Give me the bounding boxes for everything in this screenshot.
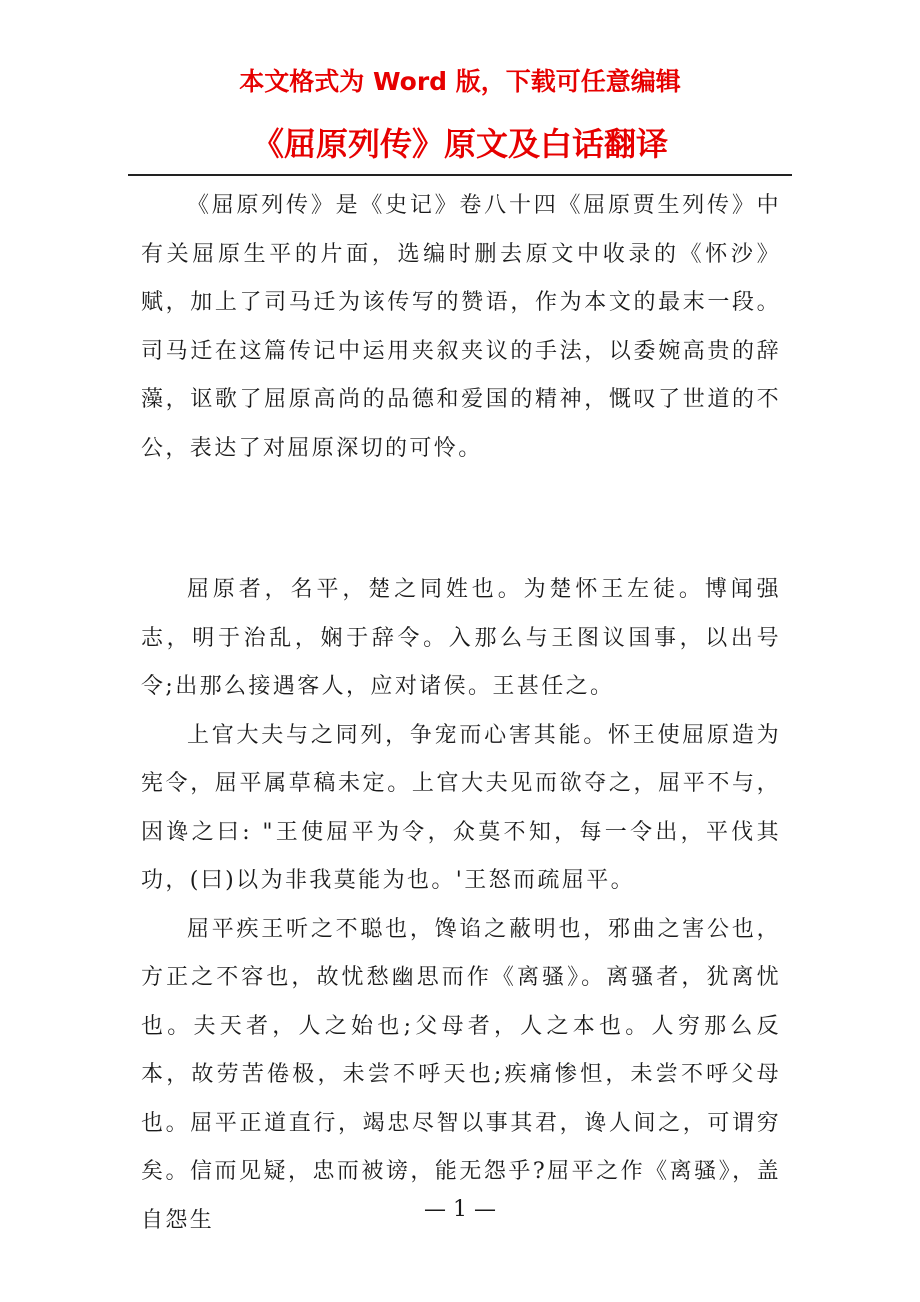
text-paragraph-3: 屈平疾王听之不聪也，馋谄之蔽明也，邪曲之害公也，方正之不容也，故忧愁幽思而作《离骚》。离骚者，犹离忧也。夫天者，人之始也;父母者，人之本也。人穷那么反本，故劳苦倦极，未尝不呼天也;疾痛惨怛，未尝不呼父母也。屈平正道直行，竭忠尽智以事其君，谗人间之，可谓穷矣。信而见疑，忠而被谤，能无怨乎?屈平之作《离骚》，盖自怨生 (141, 916, 781, 1233)
intro-paragraph: 《屈原列传》是《史记》卷八十四《屈原贾生列传》中有关屈原生平的片面，选编时删去原文中收录的《怀沙》赋，加上了司马迁为该传写的赞语，作为本文的最末一段。司马迁在这篇传记中运用夹叙夹议的手法，以委婉高贵的辞藻，讴歌了屈原高尚的品德和爱国的精神，慨叹了世道的不公，表达了对屈原深切的可怜。 (141, 193, 781, 461)
title-divider (128, 174, 792, 176)
text-paragraph-2: 上官大夫与之同列，争宠而心害其能。怀王使屈原造为宪令，屈平属草稿未定。上官大夫见而欲夺之，屈平不与，因谗之曰: "王使屈平为令，众莫不知，每一令出，平伐其功，(曰)以为非我莫能为也。'王怒而疏屈平。 (141, 722, 781, 893)
text-paragraph-1: 屈原者，名平，楚之同姓也。为楚怀王左徒。博闻强志，明于治乱，娴于辞令。入那么与王图议国事，以出号令;出那么接遇客人，应对诸侯。王甚任之。 (141, 577, 781, 699)
main-text-section (141, 566, 781, 1245)
page-number: — 1 — (424, 1197, 496, 1222)
download-banner: 本文格式为 Word 版，下载可任意编辑 (239, 67, 681, 96)
page-title: 《屈原列传》原文及白话翻译 (251, 125, 668, 163)
intro-section (141, 182, 781, 473)
